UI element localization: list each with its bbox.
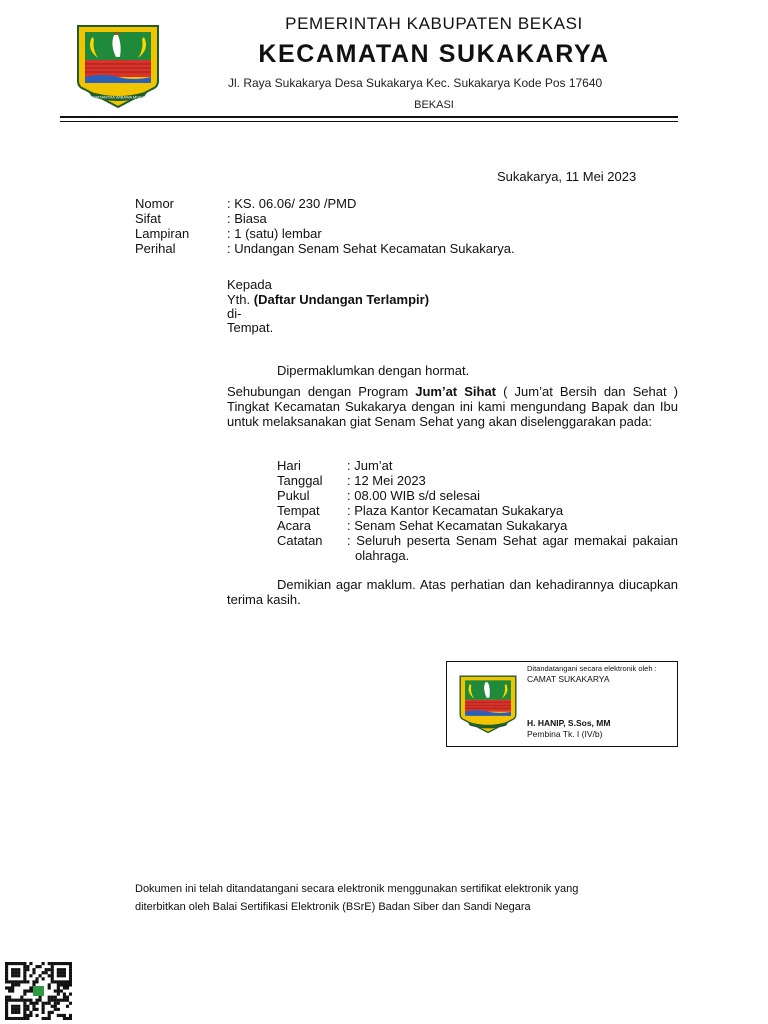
recipient-name: (Daftar Undangan Terlampir) xyxy=(253,292,430,307)
meta-label: Nomor xyxy=(135,196,175,211)
recipient-line xyxy=(227,292,429,307)
detail-label: Pukul xyxy=(277,488,310,503)
letterhead-thick-rule xyxy=(60,116,678,118)
detail-row-tempat xyxy=(277,503,563,518)
recipient-di: di- xyxy=(227,306,242,321)
signature-position: CAMAT SUKAKARYA xyxy=(527,674,610,684)
detail-row-catatan xyxy=(277,533,678,563)
recipient-place: Tempat. xyxy=(227,320,274,335)
detail-row-acara xyxy=(277,518,567,533)
detail-value: : 12 Mei 2023 xyxy=(347,473,426,488)
meta-row-lampiran xyxy=(135,226,322,241)
body-p1-pre: Sehubungan dengan Program xyxy=(227,384,416,399)
detail-value: : Jum’at xyxy=(347,458,393,473)
office-address: Jl. Raya Sukakarya Desa Sukakarya Kec. Sukakarya Kode Pos 17640 xyxy=(228,76,603,90)
meta-label: Sifat xyxy=(135,211,162,226)
detail-value: : Seluruh peserta Senam Sehat agar memakai pakaian olahraga. xyxy=(347,533,678,563)
body-paragraph-1 xyxy=(227,384,678,429)
signature-emblem-logo xyxy=(456,671,520,737)
signature-signed-by: Ditandatangani secara elektronik oleh : xyxy=(527,664,657,673)
meta-value: : Biasa xyxy=(227,211,267,226)
detail-value: : Plaza Kantor Kecamatan Sukakarya xyxy=(347,503,564,518)
detail-row-hari xyxy=(277,458,393,473)
detail-label: Acara xyxy=(277,518,311,533)
meta-value: : Undangan Senam Sehat Kecamatan Sukakarya. xyxy=(227,241,515,256)
detail-value: : 08.00 WIB s/d selesai xyxy=(347,488,480,503)
letterhead-thin-rule xyxy=(60,121,678,122)
meta-row-nomor xyxy=(135,196,356,211)
meta-label: Lampiran xyxy=(135,226,190,241)
detail-label: Hari xyxy=(277,458,301,473)
body-p1-post: ( Jum’at Bersih dan Sehat ) Tingkat Kecamatan Sukakarya dengan ini kami mengundang Bapak dan Ibu untuk melaksanakan giat Senam Sehat yang akan diselenggarakan pada: xyxy=(227,384,678,429)
detail-value: : Senam Sehat Kecamatan Sukakarya xyxy=(347,518,568,533)
detail-label: Tempat xyxy=(277,503,320,518)
recipient-kepada: Kepada xyxy=(227,277,272,292)
office-heading: KECAMATAN SUKAKARYA xyxy=(258,40,610,68)
meta-label: Perihal xyxy=(135,241,176,256)
detail-row-pukul xyxy=(277,488,480,503)
meta-row-sifat xyxy=(135,211,267,226)
meta-value: : 1 (satu) lembar xyxy=(227,226,322,241)
detail-label: Catatan xyxy=(277,533,323,548)
office-city: BEKASI xyxy=(414,99,454,111)
detail-label: Tanggal xyxy=(277,473,323,488)
greeting: Dipermaklumkan dengan hormat. xyxy=(277,363,470,378)
closing-paragraph: Demikian agar maklum. Atas perhatian dan kehadirannya diucapkan terima kasih. xyxy=(227,577,678,607)
recipient-yth: Yth. xyxy=(227,292,251,307)
verification-qr-code xyxy=(5,962,72,1020)
footer-line-1: Dokumen ini telah ditandatangani secara elektronik menggunakan sertifikat elektronik yang xyxy=(135,883,579,895)
place-and-date: Sukakarya, 11 Mei 2023 xyxy=(497,169,637,184)
electronic-signature-box xyxy=(446,661,678,747)
government-heading: PEMERINTAH KABUPATEN BEKASI xyxy=(285,14,583,33)
meta-row-perihal xyxy=(135,241,515,256)
signature-name: H. HANIP, S.Sos, MM xyxy=(527,718,611,728)
meta-value: : KS. 06.06/ 230 /PMD xyxy=(227,196,357,211)
emblem-motto-text: SWATANTRA WIBAWA MUKTI xyxy=(90,94,146,100)
footer-line-2: diterbitkan oleh Balai Sertifikasi Elektronik (BSrE) Badan Siber dan Sandi Negara xyxy=(135,901,531,913)
program-name: Jum’at Sihat xyxy=(415,384,497,399)
detail-row-tanggal xyxy=(277,473,426,488)
signature-rank: Pembina Tk. I (IV/b) xyxy=(527,729,603,739)
